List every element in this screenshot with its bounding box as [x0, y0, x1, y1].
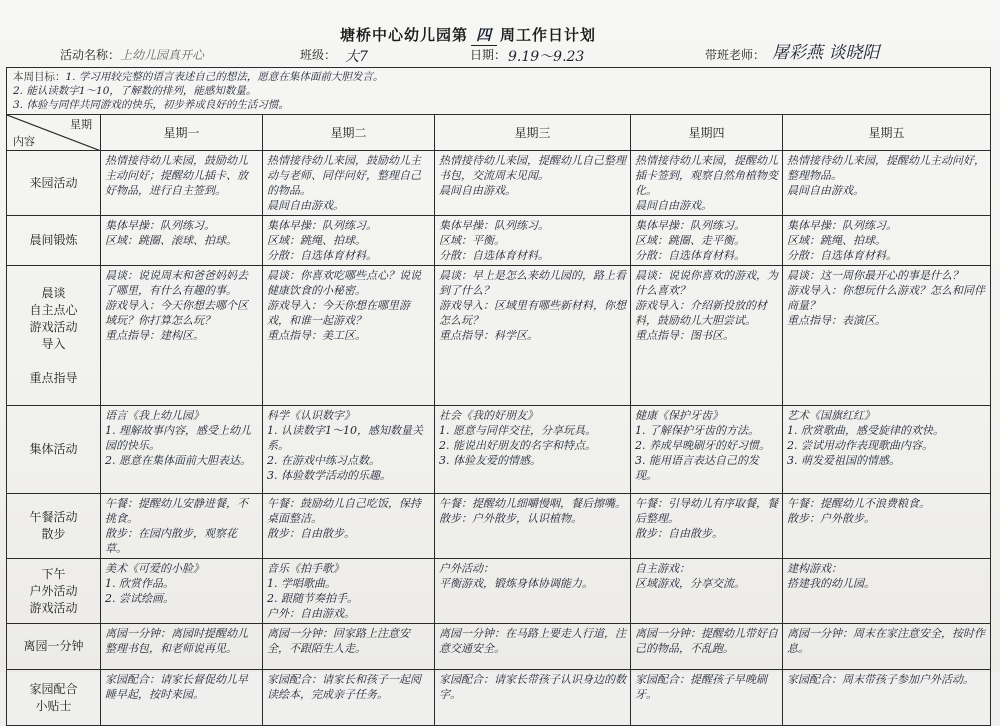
plan-cell: 社会《我的好朋友》 1. 愿意与同伴交往，分享玩具。 2. 能说出好朋友的名字和特点。 3. 体验友爱的情感。: [435, 406, 631, 494]
title-prefix: 塘桥中心幼儿园第: [340, 26, 469, 44]
plan-cell: 午餐：提醒幼儿安静进餐，不挑食。 散步：在园内散步，观察花草。: [101, 494, 263, 559]
meta-row: [60, 43, 960, 66]
plan-cell: 午餐：提醒幼儿不浪费粮食。 散步：户外散步。: [783, 494, 991, 559]
day-header: 星期四: [631, 115, 783, 151]
plan-cell: 语言《我上幼儿园》 1. 理解故事内容，感受上幼儿园的快乐。 2. 愿意在集体面前大胆表达。: [101, 406, 263, 494]
goal-line-2: 2. 能认读数字1～10，了解数的排列，能感知数量。: [13, 85, 257, 97]
weekly-goals: [7, 68, 991, 115]
plan-cell: 晨谈：说说周末和爸爸妈妈去了哪里，有什么有趣的事。 游戏导入：今天你想去哪个区域玩？你打算怎么玩？ 重点指导：建构区。: [101, 266, 263, 406]
plan-cell: 离园一分钟：离园时提醒幼儿整理书包，和老师说再见。: [101, 624, 263, 670]
plan-cell: 午餐：鼓励幼儿自己吃饭，保持桌面整洁。 散步：自由散步。: [263, 494, 435, 559]
plan-cell: 户外活动： 平衡游戏，锻炼身体协调能力。: [435, 559, 631, 624]
plan-body: [7, 151, 991, 726]
plan-row: [7, 406, 991, 494]
plan-row: [7, 151, 991, 216]
weekly-plan-table: [6, 67, 991, 726]
plan-cell: 热情接待幼儿来园，鼓励幼儿主动与老师、同伴问好，整理自己的物品。 晨间自由游戏。: [263, 151, 435, 216]
row-label: 午餐活动 散步: [7, 494, 101, 559]
goals-label: 本周目标：: [13, 71, 66, 83]
plan-cell: 晨谈：说说你喜欢的游戏，为什么喜欢？ 游戏导入：介绍新投放的材料，鼓励幼儿大胆尝试。 重点指导：图书区。: [631, 266, 783, 406]
row-label: 来园活动: [7, 151, 101, 216]
plan-cell: 家园配合：请家长和孩子一起阅读绘本，完成亲子任务。: [263, 670, 435, 726]
plan-cell: 艺术《国旗红红》 1. 欣赏歌曲，感受旋律的欢快。 2. 尝试用动作表现歌曲内容。 3. 萌发爱祖国的情感。: [783, 406, 991, 494]
plan-cell: 集体早操：队列练习。 区域：跳圈、滚球、拍球。: [101, 216, 263, 266]
date-label: 日期：: [470, 48, 507, 62]
plan-cell: 午餐：引导幼儿有序取餐，餐后整理。 散步：自由散步。: [631, 494, 783, 559]
plan-cell: 晨谈：早上是怎么来幼儿园的，路上看到了什么？ 游戏导入：区域里有哪些新材料，你想怎么玩？ 重点指导：科学区。: [435, 266, 631, 406]
plan-row: [7, 559, 991, 624]
class-label: 班级：: [300, 48, 337, 62]
plan-cell: 健康《保护牙齿》 1. 了解保护牙齿的方法。 2. 养成早晚刷牙的好习惯。 3. 能用语言表达自己的发现。: [631, 406, 783, 494]
theme-value: 上幼儿园真开心: [120, 48, 205, 62]
goal-line-3: 3. 体验与同伴共同游戏的快乐，初步养成良好的生活习惯。: [13, 99, 289, 111]
row-label: 晨间锻炼: [7, 216, 101, 266]
plan-cell: 集体早操：队列练习。 区域：跳绳、拍球。 分散：自选体育材料。: [263, 216, 435, 266]
theme-label: 活动名称：: [60, 48, 121, 62]
plan-cell: 晨谈：你喜欢吃哪些点心？说说健康饮食的小秘密。 游戏导入：今天你想在哪里游戏，和谁一起游戏？ 重点指导：美工区。: [263, 266, 435, 406]
row-label: 晨谈 自主点心 游戏活动 导入 重点指导: [7, 266, 101, 406]
plan-cell: 集体早操：队列练习。 区域：跳绳、拍球。 分散：自选体育材料。: [783, 216, 991, 266]
plan-cell: 集体早操：队列练习。 区域：跳圈、走平衡。 分散：自选体育材料。: [631, 216, 783, 266]
plan-row: [7, 670, 991, 726]
date-value: 9.19～9.23: [508, 49, 585, 65]
plan-cell: 热情接待幼儿来园，鼓励幼儿主动问好；提醒幼儿插卡、放好物品，进行自主签到。: [101, 151, 263, 216]
plan-cell: 午餐：提醒幼儿细嚼慢咽，餐后擦嘴。 散步：户外散步，认识植物。: [435, 494, 631, 559]
plan-cell: 家园配合：请家长督促幼儿早睡早起，按时来园。: [101, 670, 263, 726]
day-header: 星期五: [783, 115, 991, 151]
corner-cell: [7, 115, 101, 151]
plan-cell: 离园一分钟：提醒幼儿带好自己的物品，不乱跑。: [631, 624, 783, 670]
teacher-signature: 屠彩燕 谈晓阳: [772, 43, 880, 63]
plan-row: [7, 624, 991, 670]
goal-line-1: 1. 学习用较完整的语言表述自己的想法，愿意在集体面前大胆发言。: [65, 71, 384, 83]
plan-cell: 晨谈：这一周你最开心的事是什么？ 游戏导入：你想玩什么游戏？怎么和同伴商量？ 重点指导：表演区。: [783, 266, 991, 406]
row-label: 家园配合 小贴士: [7, 670, 101, 726]
plan-cell: 热情接待幼儿来园，提醒幼儿主动问好，整理物品。 晨间自由游戏。: [783, 151, 991, 216]
plan-row: [7, 216, 991, 266]
day-header: 星期三: [435, 115, 631, 151]
plan-cell: 家园配合：周末带孩子参加户外活动。: [783, 670, 991, 726]
plan-row: [7, 266, 991, 406]
header-row: [7, 115, 991, 151]
plan-cell: 集体早操：队列练习。 区域：平衡。 分散：自选体育材料。: [435, 216, 631, 266]
day-header: 星期二: [263, 115, 435, 151]
row-label: 下午 户外活动 游戏活动: [7, 559, 101, 624]
plan-cell: 音乐《拍手歌》 1. 学唱歌曲。 2. 跟随节奏拍手。 户外：自由游戏。: [263, 559, 435, 624]
corner-top-label: 星期: [70, 118, 92, 131]
corner-bottom-label: 内容: [13, 135, 35, 148]
plan-cell: 热情接待幼儿来园，提醒幼儿自己整理书包，交流周末见闻。 晨间自由游戏。: [435, 151, 631, 216]
plan-row: [7, 494, 991, 559]
page-title: [340, 24, 596, 46]
plan-cell: 科学《认识数字》 1. 认读数字1～10，感知数量关系。 2. 在游戏中练习点数。 3. 体验数学活动的乐趣。: [263, 406, 435, 494]
day-header: 星期一: [101, 115, 263, 151]
plan-cell: 家园配合：提醒孩子早晚刷牙。: [631, 670, 783, 726]
plan-cell: 离园一分钟：在马路上要走人行道，注意交通安全。: [435, 624, 631, 670]
title-suffix: 周工作日计划: [500, 26, 597, 44]
plan-cell: 美术《可爱的小脸》 1. 欣赏作品。 2. 尝试绘画。: [101, 559, 263, 624]
plan-cell: 离园一分钟：周末在家注意安全，按时作息。: [783, 624, 991, 670]
row-label: 集体活动: [7, 406, 101, 494]
row-label: 离园一分钟: [7, 624, 101, 670]
plan-cell: 自主游戏： 区域游戏，分享交流。: [631, 559, 783, 624]
class-value: 大7: [345, 49, 368, 65]
plan-cell: 家园配合：请家长带孩子认识身边的数字。: [435, 670, 631, 726]
plan-cell: 热情接待幼儿来园，提醒幼儿插卡签到，观察自然角植物变化。 晨间自由游戏。: [631, 151, 783, 216]
goals-row: [7, 68, 991, 115]
plan-cell: 离园一分钟：回家路上注意安全，不跟陌生人走。: [263, 624, 435, 670]
week-number: 四: [471, 24, 497, 46]
teacher-label: 带班老师：: [705, 48, 766, 62]
plan-cell: 建构游戏： 搭建我的幼儿园。: [783, 559, 991, 624]
